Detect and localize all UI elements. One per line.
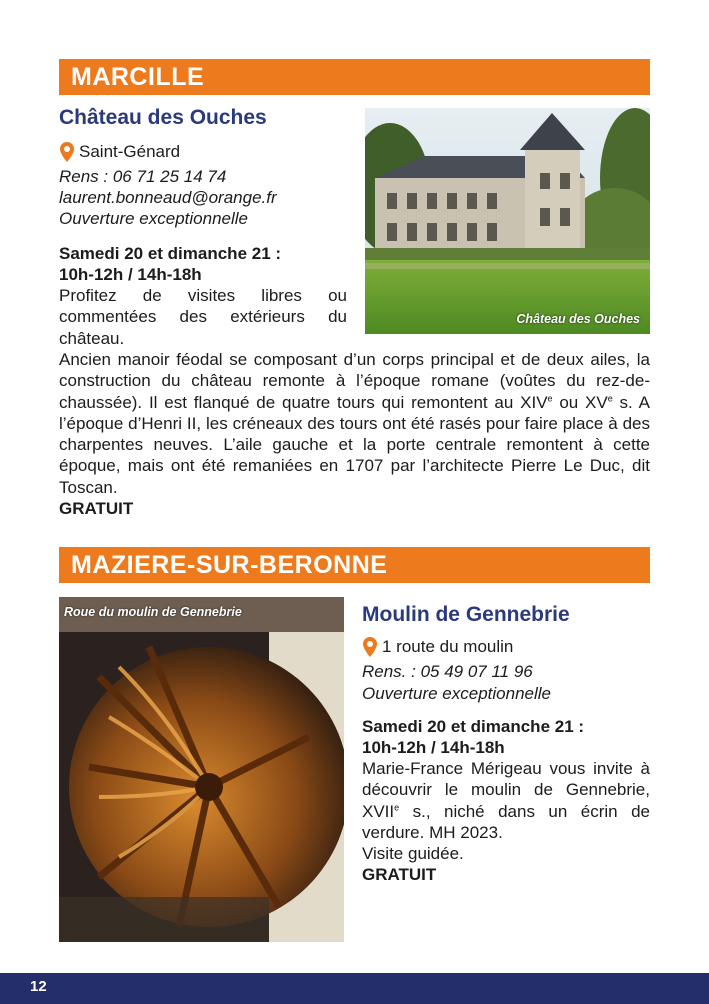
event-description bbox=[362, 758, 650, 843]
page-footer bbox=[0, 973, 709, 1004]
phone-info: Rens. : 05 49 07 11 96 bbox=[362, 662, 533, 681]
event-intro: Profitez de visites libres ou commentées des extérieurs du château. bbox=[59, 286, 347, 348]
event-description bbox=[59, 349, 650, 498]
superscript: e bbox=[394, 801, 400, 812]
venue-location bbox=[362, 636, 513, 658]
superscript: e bbox=[547, 392, 553, 403]
opening-info: Ouverture exceptionnelle bbox=[362, 684, 552, 703]
visit-info: Visite guidée. bbox=[362, 844, 464, 863]
phone-info: Rens : 06 71 25 14 74 bbox=[59, 167, 227, 186]
section-banner-maziere: MAZIERE-SUR-BERONNE bbox=[59, 547, 650, 583]
price-label: GRATUIT bbox=[362, 865, 437, 884]
event-hours: 10h-12h / 14h-18h bbox=[59, 265, 202, 284]
location-label: Saint-Génard bbox=[79, 142, 181, 161]
event-hours: 10h-12h / 14h-18h bbox=[362, 738, 505, 757]
page-number: 12 bbox=[30, 978, 47, 995]
event-dates: Samedi 20 et dimanche 21 : bbox=[362, 717, 585, 736]
mill-wheel-illustration bbox=[59, 597, 344, 942]
description-part: s., niché dans un écrin de verdure. MH 2023. bbox=[362, 801, 650, 842]
section-banner-marcille: MARCILLE bbox=[59, 59, 650, 95]
venue-title-chateau: Château des Ouches bbox=[59, 106, 267, 129]
price-label: GRATUIT bbox=[59, 499, 134, 518]
email-link[interactable]: laurent.bonneaud@orange.fr bbox=[59, 188, 277, 207]
map-pin-icon bbox=[362, 636, 378, 658]
map-pin-icon bbox=[59, 141, 75, 163]
superscript: e bbox=[607, 392, 613, 403]
photo-caption: Roue du moulin de Gennebrie bbox=[64, 605, 242, 619]
mill-photo bbox=[59, 597, 344, 942]
venue-location bbox=[59, 141, 180, 163]
description-part: Marie-France Mérigeau vous invite à découvrir le moulin de Gennebrie, XVII bbox=[362, 759, 650, 821]
description-part: s. A l’époque d’Henri II, les créneaux des tours ont été rasés pour faire place à des charpentes neuves. L’aile gauche et la porte centrale remontent à cette époque, mais ont été remaniées en 1707 par l’architecte Pierre Le Duc, dit Toscan. bbox=[59, 392, 650, 497]
chateau-photo bbox=[365, 108, 650, 334]
opening-info: Ouverture exceptionnelle bbox=[59, 209, 249, 228]
chateau-illustration bbox=[365, 108, 650, 334]
venue-title-moulin: Moulin de Gennebrie bbox=[362, 603, 570, 626]
description-part: ou XV bbox=[552, 392, 608, 412]
photo-caption: Château des Ouches bbox=[516, 312, 640, 326]
event-dates: Samedi 20 et dimanche 21 : bbox=[59, 244, 282, 263]
description-part: Ancien manoir féodal se composant d’un corps principal et de deux ailes, la construction du château remonte à l’époque romane (voûtes du rez-de-chaussée). Il est flanqué de quatre tours qui remontent au XIV bbox=[59, 350, 650, 412]
location-label: 1 route du moulin bbox=[382, 637, 514, 656]
